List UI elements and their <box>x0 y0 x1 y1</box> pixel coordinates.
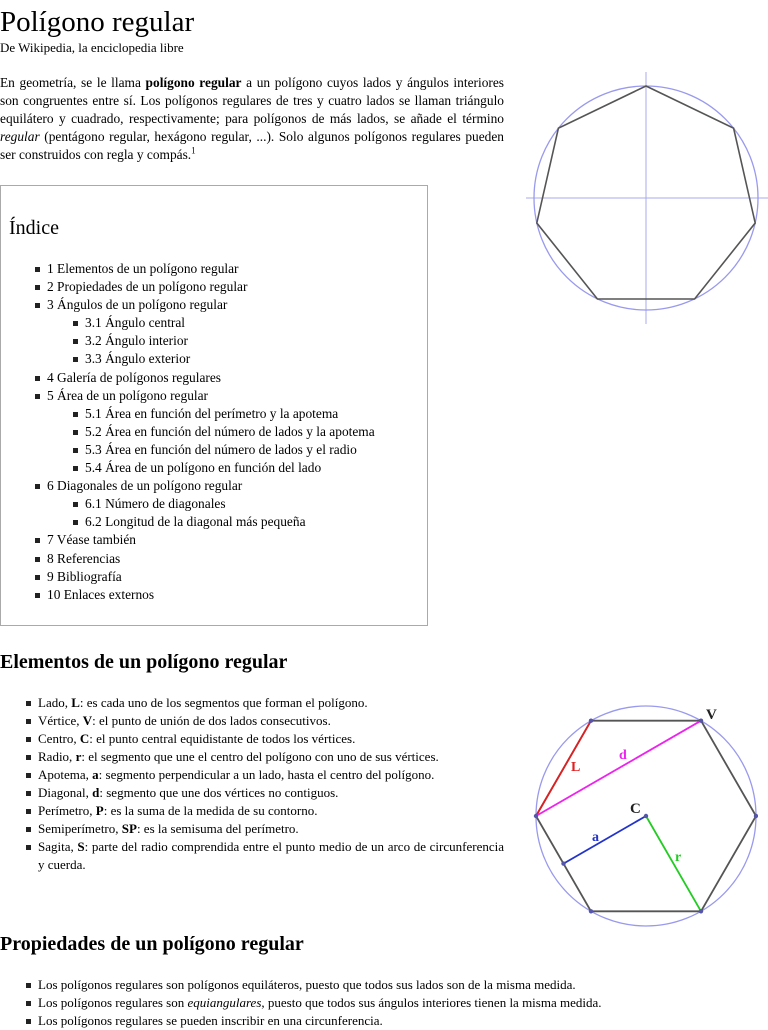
list-item: Centro, C: el punto central equidistante de todos los vértices. <box>38 730 504 748</box>
toc-item[interactable]: 7 Véase también <box>33 531 375 549</box>
toc-item[interactable]: 1 Elementos de un polígono regular <box>33 260 375 278</box>
side-label: L <box>571 760 581 775</box>
toc-item[interactable]: 9 Bibliografía <box>33 568 375 586</box>
radius-label: r <box>675 850 682 865</box>
list-item: Sagita, S: parte del radio comprendida entre el punto medio de un arco de circunferencia y cuerda. <box>38 839 504 872</box>
toc-title: Índice <box>9 217 59 239</box>
list-item: Perímetro, P: es la suma de la medida de su contorno. <box>38 802 504 820</box>
toc-list <box>33 260 375 604</box>
intro-italic-term: regular <box>0 129 40 144</box>
page-title: Polígono regular <box>0 6 195 38</box>
toc-item[interactable]: 3 Ángulos de un polígono regular <box>33 296 375 314</box>
vertex-dot <box>589 909 593 913</box>
toc-subitem[interactable]: 5.1 Área en función del perímetro y la apotema <box>71 405 375 423</box>
list-item: Los polígonos regulares se pueden inscribir en una circunferencia. <box>38 1012 758 1030</box>
table-of-contents <box>0 185 428 626</box>
tagline: De Wikipedia, la enciclopedia libre <box>0 40 184 55</box>
apothem-foot-dot <box>561 861 565 865</box>
apothem-label: a <box>592 830 599 845</box>
toc-subitem[interactable]: 5.2 Área en función del número de lados y la apotema <box>71 423 375 441</box>
side-segment <box>536 721 591 816</box>
diagonal-label: d <box>619 748 627 763</box>
center-dot <box>644 814 648 818</box>
toc-item[interactable]: 5 Área de un polígono regular <box>33 387 375 405</box>
diagonal-segment <box>536 721 701 816</box>
intro-reference[interactable]: 1 <box>191 145 196 156</box>
list-item: Radio, r: el segmento que une el centro del polígono con uno de sus vértices. <box>38 748 504 766</box>
vertex-dot <box>754 814 758 818</box>
toc-subitem[interactable]: 3.1 Ángulo central <box>71 314 375 332</box>
list-item: Los polígonos regulares son polígonos equiláteros, puesto que todos sus lados son de la misma medida. <box>38 976 758 994</box>
hexagon-diagram <box>526 698 758 930</box>
list-item: Apotema, a: segmento perpendicular a un lado, hasta el centro del polígono. <box>38 766 504 784</box>
vertex-dot <box>534 814 538 818</box>
toc-item[interactable]: 8 Referencias <box>33 550 375 568</box>
toc-item[interactable]: 6 Diagonales de un polígono regular <box>33 477 375 495</box>
vertex-label: V <box>706 707 717 723</box>
toc-item[interactable]: 2 Propiedades de un polígono regular <box>33 278 375 296</box>
list-item: Los polígonos regulares son equiangulares, puesto que todos sus ángulos interiores tienen la misma medida. <box>38 994 758 1012</box>
intro-paragraph <box>0 74 504 164</box>
apothem-segment <box>564 816 647 864</box>
vertex-dot <box>699 719 703 723</box>
intro-text-1: En geometría, se le llama <box>0 75 146 90</box>
properties-heading: Propiedades de un polígono regular <box>0 933 304 955</box>
properties-list <box>38 976 758 1030</box>
intro-bold-term: polígono regular <box>145 75 242 90</box>
toc-subitem[interactable]: 3.3 Ángulo exterior <box>71 350 375 368</box>
elements-list <box>38 694 504 874</box>
center-label: C <box>630 801 641 817</box>
list-item: Semiperímetro, SP: es la semisuma del perímetro. <box>38 820 504 838</box>
intro-text-3: (pentágono regular, hexágono regular, ...). Solo algunos polígonos regulares pueden ser construidos con regla y compás. <box>0 129 504 162</box>
toc-subitem[interactable]: 5.3 Área en función del número de lados y el radio <box>71 441 375 459</box>
toc-subitem[interactable]: 5.4 Área de un polígono en función del lado <box>71 459 375 477</box>
toc-item[interactable]: 10 Enlaces externos <box>33 586 375 604</box>
radius-segment <box>646 816 701 911</box>
vertex-dot <box>589 719 593 723</box>
toc-subitem[interactable]: 6.1 Número de diagonales <box>71 495 375 513</box>
list-item: Lado, L: es cada uno de los segmentos que forman el polígono. <box>38 694 504 712</box>
heptagon-figure <box>526 72 768 324</box>
toc-subitem[interactable]: 6.2 Longitud de la diagonal más pequeña <box>71 513 375 531</box>
toc-item[interactable]: 4 Galería de polígonos regulares <box>33 369 375 387</box>
vertex-dot <box>699 909 703 913</box>
list-item: Diagonal, d: segmento que une dos vértices no contiguos. <box>38 784 504 802</box>
list-item: Vértice, V: el punto de unión de dos lados consecutivos. <box>38 712 504 730</box>
intro-text-2: a un polígono cuyos lados y ángulos interiores son congruentes entre sí. Los polígonos regulares de tres y cuatro lados se llaman triángulo equilátero y cuadrado, respectivamente; para polígonos de más lados, se añade el término <box>0 75 504 126</box>
toc-subitem[interactable]: 3.2 Ángulo interior <box>71 332 375 350</box>
elements-heading: Elementos de un polígono regular <box>0 651 288 673</box>
